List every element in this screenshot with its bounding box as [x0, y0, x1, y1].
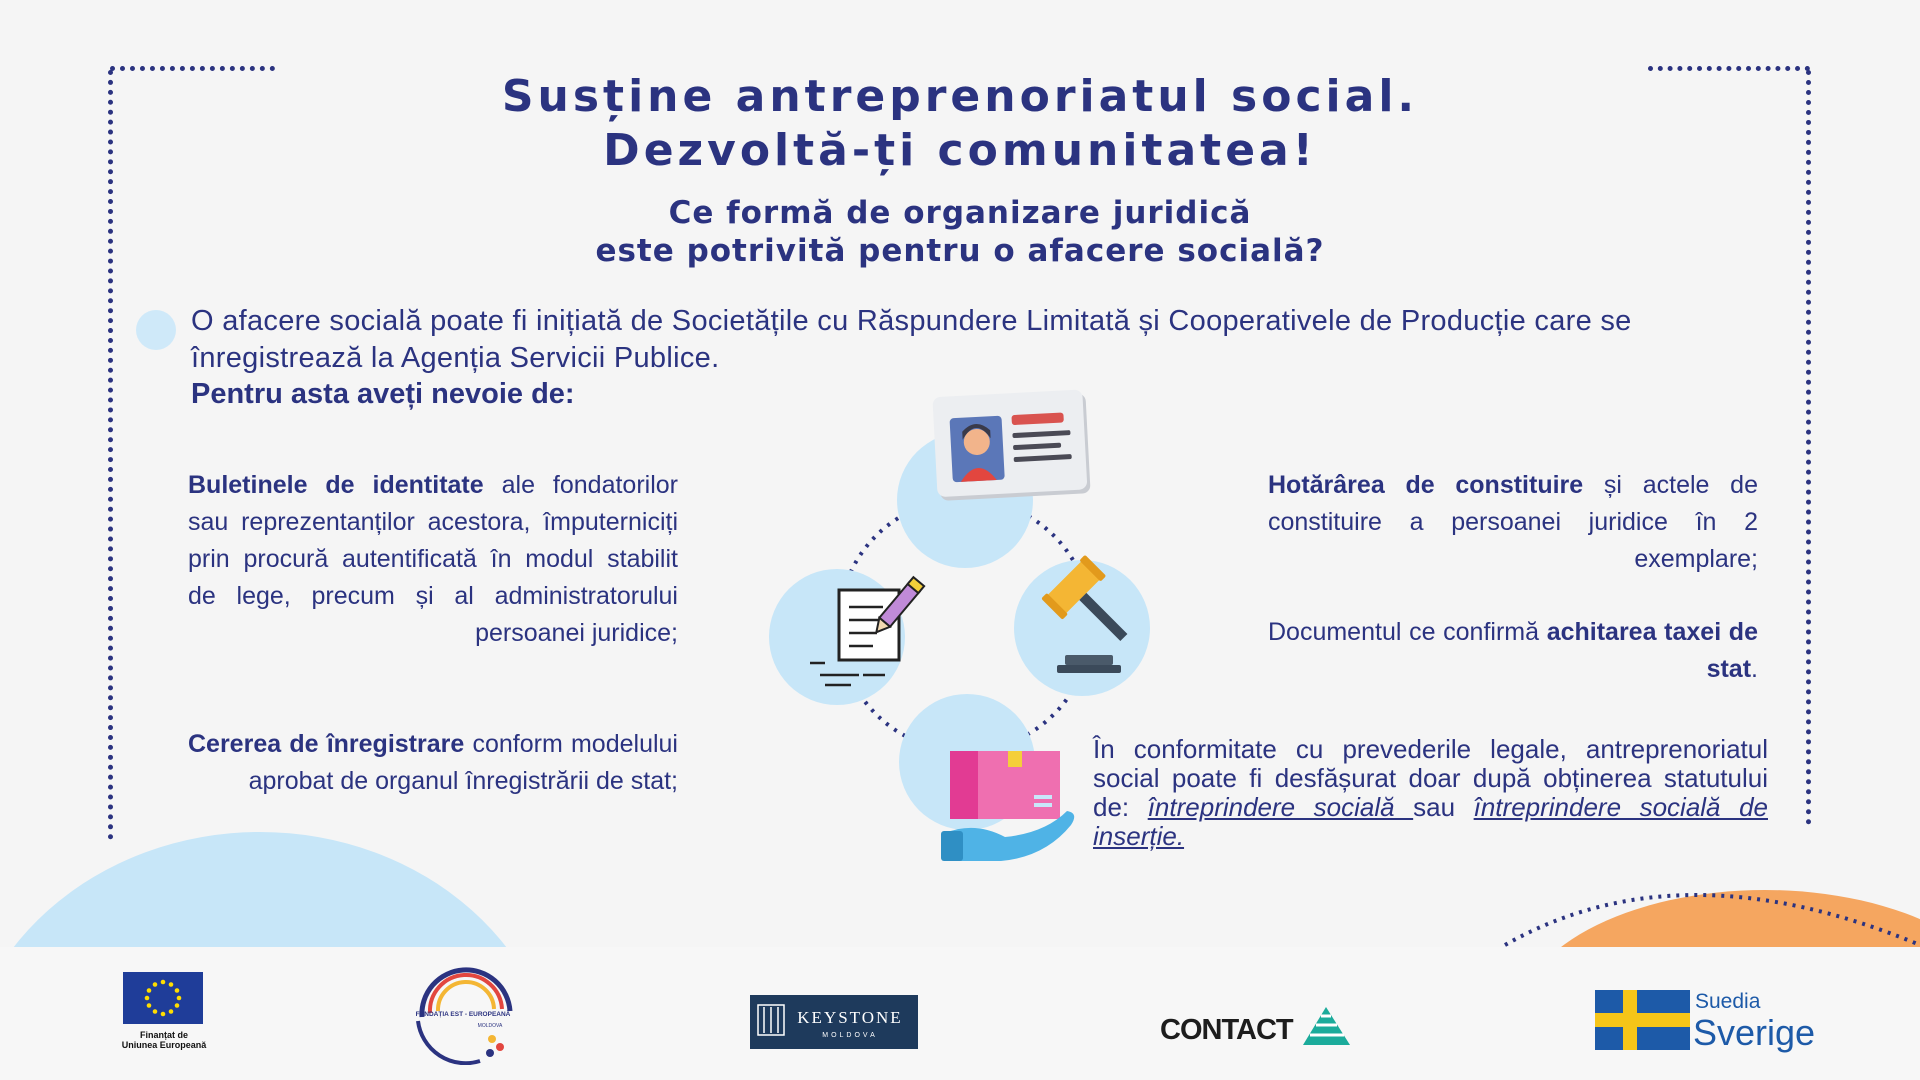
requirement-state-fee-pre: Documentul ce confirmă: [1268, 618, 1547, 646]
page-title: [260, 70, 1660, 178]
fest-logo-label: FUNDAȚIA EST - EUROPEANĂ: [415, 1011, 511, 1018]
frame-dots-right: [1806, 70, 1811, 825]
keystone-name: KEYSTONE: [797, 1008, 903, 1027]
insertion-enterprise-link[interactable]: întreprindere socială de inserție.: [1093, 792, 1768, 851]
keystone-sub: MOLDOVA: [822, 1032, 878, 1039]
eu-caption-line-2: Uniunea Europeană: [121, 1040, 207, 1050]
eu-logo: [115, 972, 213, 1050]
eu-flag-icon: [115, 972, 213, 1026]
sverige-label: Sverige: [1693, 1012, 1816, 1053]
page-subtitle: [360, 194, 1560, 270]
requirement-state-fee-bold: achitarea taxei de stat: [1546, 618, 1758, 683]
requirement-registration-form: [188, 726, 678, 800]
subtitle-line-1: Ce formă de organizare juridică: [668, 195, 1252, 231]
requirement-founding-decision: [1268, 467, 1758, 578]
process-cycle-illustration: [755, 385, 1155, 875]
frame-dots-left: [108, 70, 113, 840]
bullet-dot: [136, 310, 176, 350]
orange-semicircle-decoration: [1500, 870, 1920, 950]
fest-logo-sub: MOLDOVA: [477, 1023, 503, 1029]
intro-text: O afacere socială poate fi inițiată de Societățile cu Răspundere Limitată și Cooperativele de Producție care se înregistrează la Agenția Servicii Publice.: [191, 305, 1632, 374]
blue-semicircle-decoration: [0, 820, 560, 950]
contact-name: CONTACT: [1160, 1014, 1293, 1046]
requirement-id-cards: [188, 467, 678, 652]
frame-dots-top-right: [1648, 66, 1810, 71]
requirement-registration-form-text: conform modelului aprobat de organul înregistrării de stat;: [248, 730, 678, 795]
legal-note-text: În conformitate cu prevederile legale, antreprenoriatul social poate fi desfășurat doar după obținerea statutului de:: [1093, 734, 1768, 822]
sweden-flag-icon: [1595, 990, 1690, 1050]
sweden-label: Suedia: [1695, 990, 1761, 1013]
eu-caption-line-1: Finanțat de: [139, 1030, 188, 1040]
requirement-id-cards-bold: Buletinele de identitate: [188, 471, 484, 499]
requirement-id-cards-text: ale fondatorilor sau reprezentanților acestora, împuterniciți prin procură autentificată în modul stabilit de lege, precum și al administratorului persoanei juridice;: [188, 471, 678, 647]
requirement-founding-decision-text: și actele de constituire a persoanei juridice în 2 exemplare;: [1268, 471, 1758, 573]
package-hand-icon: [941, 751, 1074, 861]
keystone-logo: [750, 995, 918, 1049]
requirement-founding-decision-bold: Hotărârea de constituire: [1268, 471, 1584, 499]
id-card-icon: [932, 389, 1090, 501]
subtitle-line-2: este potrivită pentru o afacere socială?: [595, 233, 1325, 269]
requirement-registration-form-bold: Cererea de înregistrare: [188, 730, 465, 758]
requirement-state-fee: [1268, 614, 1758, 688]
title-line-1: Susține antreprenoriatul social.: [501, 71, 1419, 122]
legal-note: [1093, 735, 1768, 851]
need-heading: Pentru asta aveți nevoie de:: [191, 378, 575, 410]
requirement-state-fee-post: .: [1751, 655, 1758, 683]
social-enterprise-link[interactable]: întreprindere socială: [1147, 792, 1414, 822]
fest-logo: [408, 955, 523, 1065]
contact-logo: [1160, 1003, 1370, 1051]
legal-note-or: sau: [1413, 792, 1474, 822]
frame-dots-top-left: [110, 66, 275, 71]
title-line-2: Dezvoltă-ți comunitatea!: [603, 125, 1317, 176]
